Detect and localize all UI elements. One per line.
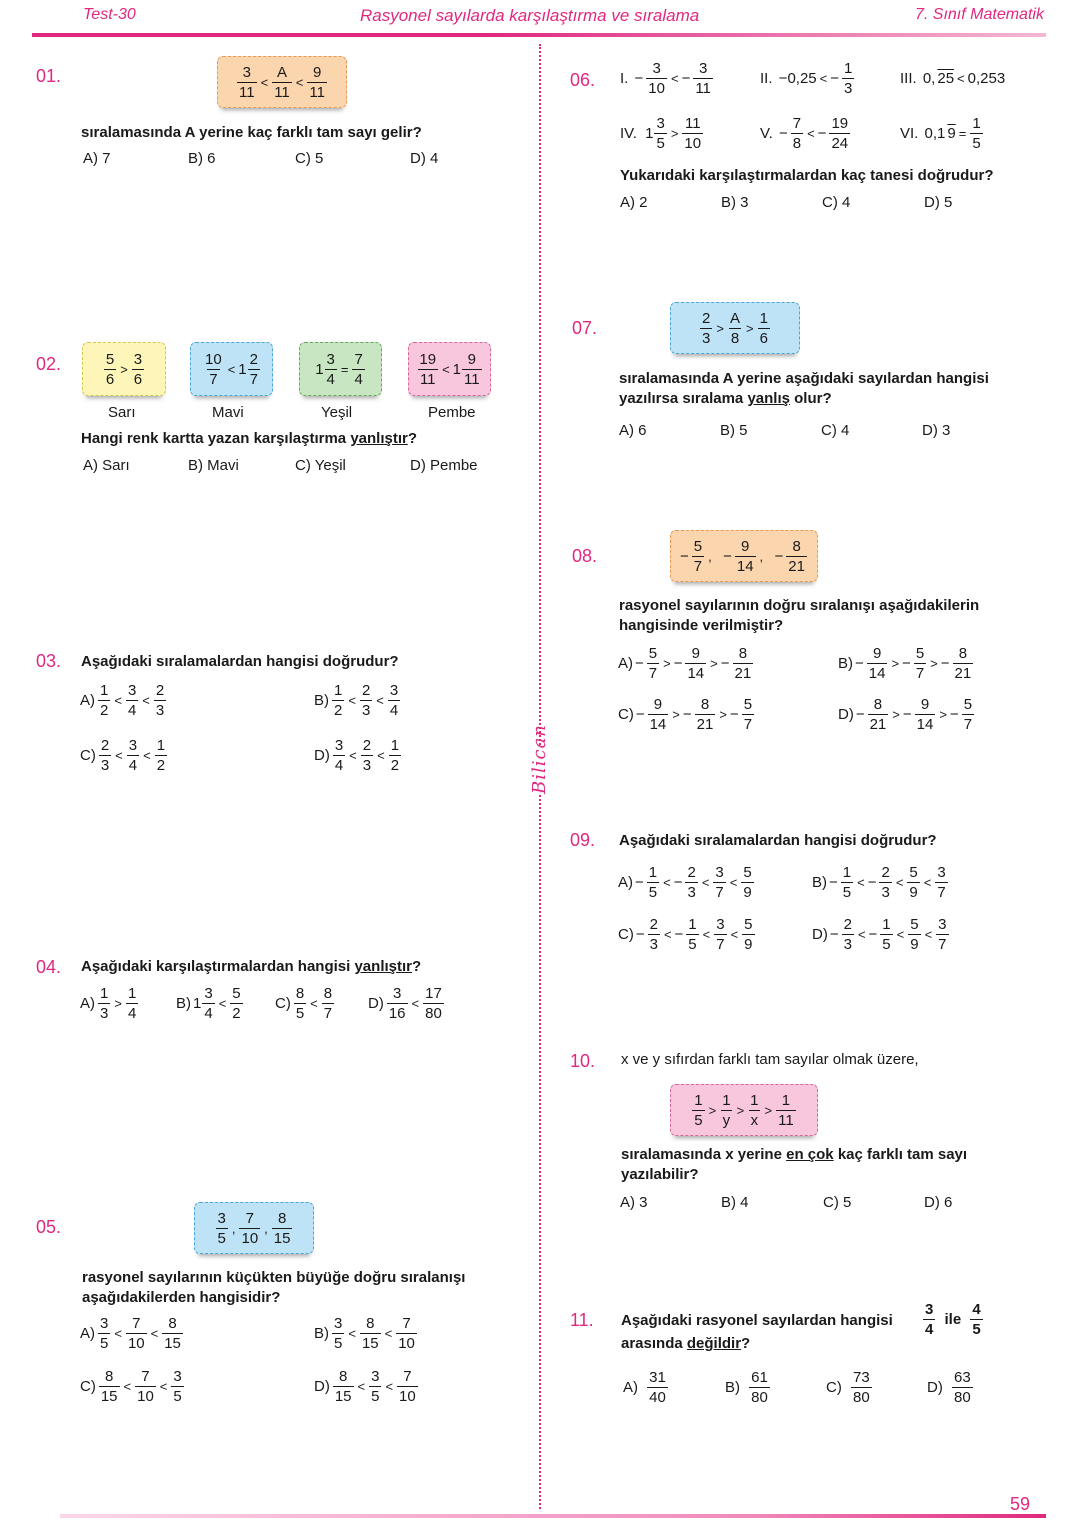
- text-part: sıralamasında x yerine: [621, 1146, 782, 1163]
- option-c[interactable]: C) $\frac{73}{80}$: [826, 1369, 870, 1406]
- option-b[interactable]: B) $\frac{1}{2}$ < $\frac{2}{3}$ < $\frac{3}{4}$: [314, 682, 399, 719]
- card-pembe: $\frac{19}{11}$ < 1 $\frac{9}{11}$: [408, 342, 491, 396]
- q1-inequality-card: $\frac{3}{11}$ < $\frac{A}{11}$ < $\frac{9}{11}$: [217, 56, 347, 108]
- text-part: kaç farklı tam sayı yazılabilir?: [621, 1146, 968, 1183]
- text-part: ?: [412, 958, 422, 975]
- question-text: [621, 1145, 1031, 1185]
- option-c[interactable]: C) $\frac{8}{15}$ < $\frac{7}{10}$ < $\frac{3}{5}$: [80, 1368, 182, 1405]
- text-part: Aşağıdaki karşılaştırmalardan hangisi: [81, 958, 351, 975]
- question-text: Yukarıdaki karşılaştırmalardan kaç tanesi doğrudur?: [620, 167, 994, 184]
- underlined-text: en çok: [786, 1146, 834, 1163]
- page-number: 59: [1010, 1494, 1031, 1514]
- option-label: B): [176, 995, 191, 1012]
- question-text: rasyonel sayılarının doğru sıralanışı aşağıdakilerin hangisinde verilmiştir?: [619, 597, 980, 634]
- statement-v: V. − $\frac{7}{8}$ < − $\frac{19}{24}$: [760, 115, 849, 152]
- q7-inequality-card: $\frac{2}{3}$ > $\frac{A}{8}$ > $\frac{1}{6}$: [670, 302, 800, 354]
- option-a[interactable]: A) 2: [620, 194, 648, 211]
- question-number: 04.: [36, 957, 62, 977]
- option-label: B): [314, 1325, 329, 1342]
- footer-bar: [60, 1514, 1046, 1518]
- option-label: D): [927, 1379, 943, 1396]
- roman-numeral: VI.: [900, 125, 919, 142]
- question-text: [619, 369, 1029, 409]
- option-b[interactable]: B) 5: [720, 422, 748, 439]
- option-d[interactable]: D) Pembe: [410, 457, 478, 474]
- underlined-text: değildir: [686, 1335, 742, 1352]
- option-label: A): [80, 995, 95, 1012]
- option-label: A): [618, 655, 633, 672]
- option-c[interactable]: C) Yeşil: [295, 457, 346, 474]
- card-label: Pembe: [428, 404, 476, 421]
- option-c[interactable]: C) − $\frac{2}{3}$ < − $\frac{1}{5}$ < $\frac{3}{7}$ < $\frac{5}{9}$: [618, 916, 753, 953]
- header-bar: [32, 33, 1046, 37]
- roman-numeral: III.: [900, 70, 917, 87]
- statement-iv: IV. 1 $\frac{3}{5}$ > $\frac{11}{10}$: [620, 115, 702, 152]
- card-sari: $\frac{5}{6}$ > $\frac{3}{6}$: [82, 342, 166, 396]
- option-label: A): [623, 1379, 638, 1396]
- option-label: B): [812, 874, 827, 891]
- option-label: C): [618, 926, 634, 943]
- statement-ii: II. −0,25 < − $\frac{1}{3}$: [760, 60, 853, 97]
- option-d[interactable]: D) $\frac{63}{80}$: [927, 1369, 971, 1406]
- option-d[interactable]: D) − $\frac{8}{21}$ > − $\frac{9}{14}$ > − $\frac{5}{7}$: [838, 696, 973, 733]
- option-label: C): [80, 1378, 96, 1395]
- statement-iii: III. 0, 25 < 0,253: [900, 70, 1006, 87]
- option-label: B): [725, 1379, 740, 1396]
- card-label: Sarı: [108, 404, 136, 421]
- question-number: 10.: [570, 1051, 596, 1071]
- option-d[interactable]: D) $\frac{3}{16}$ < $\frac{17}{80}$: [368, 985, 442, 1022]
- option-label: B): [314, 692, 329, 709]
- question-text: Aşağıdaki sıralamalardan hangisi doğrudur?: [81, 653, 399, 670]
- question-text: sıralamasında A yerine kaç farklı tam sayı gelir?: [81, 124, 422, 141]
- question-text: rasyonel sayılarının küçükten büyüğe doğru sıralanışı aşağıdakilerden hangisidir?: [82, 1269, 466, 1306]
- q10-inequality-card: $\frac{1}{5}$ > $\frac{1}{y}$ > $\frac{1}{x}$ > $\frac{1}{11}$: [670, 1084, 818, 1136]
- roman-numeral: V.: [760, 125, 773, 142]
- option-label: A): [80, 692, 95, 709]
- option-a[interactable]: A) − $\frac{1}{5}$ < − $\frac{2}{3}$ < $\frac{3}{7}$ < $\frac{5}{9}$: [618, 864, 752, 901]
- option-c[interactable]: C) $\frac{2}{3}$ < $\frac{3}{4}$ < $\frac{1}{2}$: [80, 737, 166, 774]
- option-d[interactable]: D) 3: [922, 422, 951, 439]
- question-text-line2: [621, 1334, 750, 1354]
- fraction-pair: $\frac{3}{4}$ ile $\frac{4}{5}$: [925, 1301, 981, 1338]
- option-c[interactable]: C) 5: [823, 1194, 852, 1211]
- subject-label: 7. Sınıf Matematik: [915, 6, 1044, 23]
- option-c[interactable]: C) $\frac{8}{5}$ < $\frac{8}{7}$: [275, 985, 333, 1022]
- option-b[interactable]: B) − $\frac{1}{5}$ < − $\frac{2}{3}$ < $\frac{5}{9}$ < $\frac{3}{7}$: [812, 864, 946, 901]
- option-a[interactable]: A) $\frac{31}{40}$: [623, 1369, 666, 1406]
- question-number: 06.: [570, 70, 596, 90]
- question-number: 07.: [572, 318, 598, 338]
- q5-numbers-card: $\frac{3}{5}$ , $\frac{7}{10}$ , $\frac{8}{15}$: [194, 1202, 314, 1254]
- option-a[interactable]: A) $\frac{1}{2}$ < $\frac{3}{4}$ < $\frac{2}{3}$: [80, 682, 165, 719]
- text-part: arasında: [621, 1335, 683, 1352]
- statement-vi: VI. 0,1 9 = $\frac{1}{5}$: [900, 115, 981, 152]
- card-mavi: $\frac{10}{7}$ < 1 $\frac{2}{7}$: [190, 342, 273, 396]
- option-b[interactable]: B) $\frac{3}{5}$ < $\frac{8}{15}$ < $\frac{7}{10}$: [314, 1315, 415, 1352]
- card-label: Yeşil: [321, 404, 353, 421]
- question-number: 11.: [570, 1310, 594, 1330]
- option-d[interactable]: D) − $\frac{2}{3}$ < − $\frac{1}{5}$ < $\frac{5}{9}$ < $\frac{3}{7}$: [812, 916, 947, 953]
- roman-numeral: IV.: [620, 125, 637, 142]
- option-label: C): [826, 1379, 842, 1396]
- question-intro: x ve y sıfırdan farklı tam sayılar olmak üzere,: [621, 1051, 919, 1068]
- underlined-text: yanlış: [747, 390, 790, 407]
- question-number: 03.: [36, 651, 62, 671]
- option-label: D): [838, 706, 854, 723]
- option-label: C): [80, 747, 96, 764]
- option-label: A): [618, 874, 633, 891]
- card-yesil: 1 $\frac{3}{4}$ = $\frac{7}{4}$: [299, 342, 382, 396]
- option-c[interactable]: C) − $\frac{9}{14}$ > − $\frac{8}{21}$ > − $\frac{5}{7}$: [618, 696, 753, 733]
- option-b[interactable]: B) 4: [721, 1194, 749, 1211]
- option-label: D): [314, 747, 330, 764]
- page-title: Rasyonel sayılarda karşılaştırma ve sıralama: [360, 6, 700, 25]
- text-part: olur?: [794, 390, 832, 407]
- option-a[interactable]: A) 3: [620, 1194, 648, 1211]
- option-label: D): [812, 926, 828, 943]
- option-c[interactable]: C) 4: [821, 422, 850, 439]
- statement-i: I. − $\frac{3}{10}$ < − $\frac{3}{11}$: [620, 60, 711, 97]
- question-text: [81, 429, 417, 449]
- question-text-line1: [621, 1311, 893, 1331]
- option-d[interactable]: D) $\frac{3}{4}$ < $\frac{2}{3}$ < $\frac{1}{2}$: [314, 737, 400, 774]
- option-c[interactable]: C) 4: [822, 194, 851, 211]
- option-label: D): [368, 995, 384, 1012]
- text-part: ?: [741, 1335, 751, 1352]
- text-part: ?: [407, 430, 418, 447]
- option-a[interactable]: A) $\frac{3}{5}$ < $\frac{7}{10}$ < $\frac{8}{15}$: [80, 1315, 181, 1352]
- roman-numeral: I.: [620, 70, 629, 87]
- option-b[interactable]: B) 1 $\frac{3}{4}$ < $\frac{5}{2}$: [176, 985, 241, 1022]
- question-number: 08.: [572, 546, 598, 566]
- question-text: [81, 957, 421, 977]
- question-text: Aşağıdaki sıralamalardan hangisi doğrudur?: [619, 832, 937, 849]
- option-label: C): [618, 706, 634, 723]
- option-b[interactable]: B) 3: [721, 194, 749, 211]
- underlined-text: yanlıştır: [354, 958, 412, 975]
- option-d[interactable]: D) 5: [924, 194, 953, 211]
- option-a[interactable]: A) 7: [83, 150, 111, 167]
- underlined-text: yanlıştır: [350, 430, 408, 447]
- q8-numbers-card: − $\frac{5}{7}$ , − $\frac{9}{14}$ , − $\frac{8}{21}$: [670, 530, 818, 582]
- text-part: Hangi renk kartta yazan karşılaştırma: [81, 430, 347, 447]
- option-d[interactable]: D) $\frac{8}{15}$ < $\frac{3}{5}$ < $\frac{7}{10}$: [314, 1368, 416, 1405]
- question-number: 02.: [36, 354, 62, 374]
- option-d[interactable]: D) 6: [924, 1194, 953, 1211]
- option-a[interactable]: A) 6: [619, 422, 647, 439]
- option-a[interactable]: A) − $\frac{5}{7}$ > − $\frac{9}{14}$ > − $\frac{8}{21}$: [618, 645, 752, 682]
- test-label: Test-30: [83, 6, 136, 23]
- option-label: B): [838, 655, 853, 672]
- text-part: sıralamasında A yerine aşağıdaki sayılardan hangisi yazılırsa sıralama: [619, 370, 989, 407]
- option-b[interactable]: B) Mavi: [188, 457, 239, 474]
- option-label: A): [80, 1325, 95, 1342]
- text-part: Aşağıdaki rasyonel sayılardan hangisi: [621, 1312, 893, 1329]
- option-b[interactable]: B) − $\frac{9}{14}$ > − $\frac{5}{7}$ > − $\frac{8}{21}$: [838, 645, 972, 682]
- option-b[interactable]: B) $\frac{61}{80}$: [725, 1369, 768, 1406]
- question-number: 05.: [36, 1217, 62, 1237]
- question-number: 01.: [36, 66, 62, 86]
- option-a[interactable]: A) Sarı: [83, 457, 130, 474]
- roman-numeral: II.: [760, 70, 773, 87]
- text-part: ile: [944, 1310, 962, 1328]
- option-d[interactable]: D) 4: [410, 150, 439, 167]
- option-label: C): [275, 995, 291, 1012]
- option-b[interactable]: B) 6: [188, 150, 216, 167]
- card-label: Mavi: [212, 404, 244, 421]
- author-signature: Bilican: [529, 724, 550, 794]
- option-label: D): [314, 1378, 330, 1395]
- option-c[interactable]: C) 5: [295, 150, 324, 167]
- question-number: 09.: [570, 830, 596, 850]
- option-a[interactable]: A) $\frac{1}{3}$ > $\frac{1}{4}$: [80, 985, 137, 1022]
